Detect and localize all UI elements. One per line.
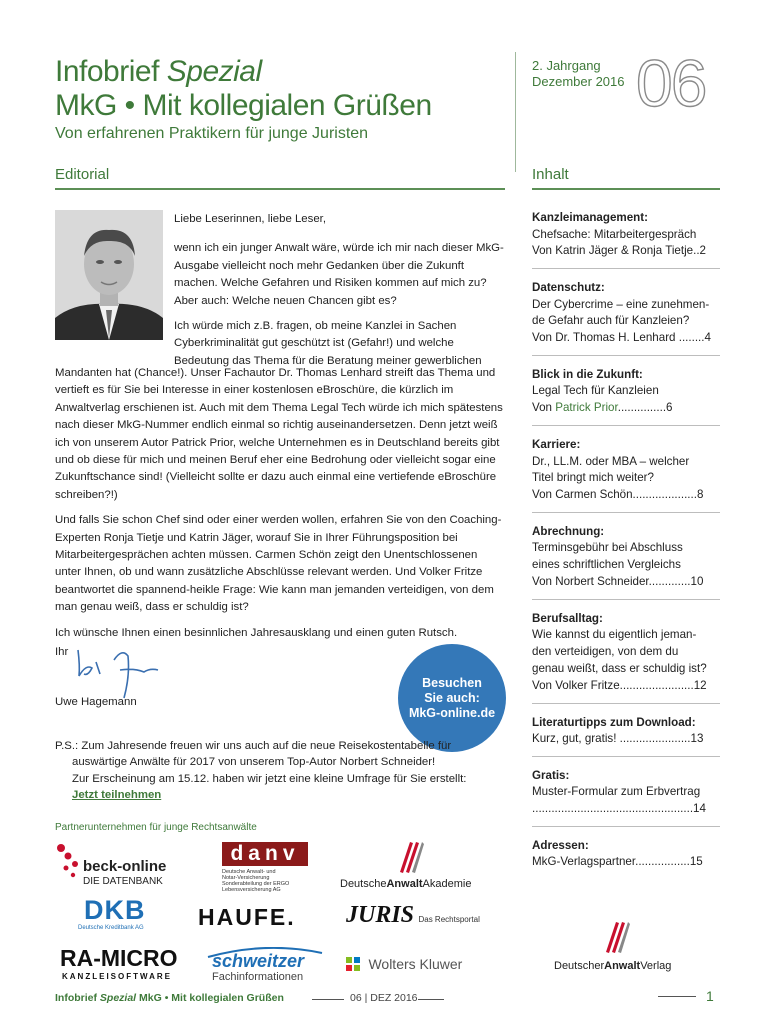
partners-label: Partnerunternehmen für junge Rechtsanwälte: [55, 822, 257, 833]
toc-line: den verteidigen, von dem du: [532, 645, 679, 659]
toc-item[interactable]: [532, 280, 720, 356]
footer-divider: [418, 999, 444, 1000]
toc-line: Von Norbert Schneider.............10: [532, 575, 704, 589]
toc-category: Berufsalltag:: [532, 611, 603, 625]
ra-micro-logo[interactable]: [60, 945, 178, 985]
closing-word: Ihr: [55, 646, 69, 658]
toc-line: Von Patrick Prior...............6: [532, 401, 673, 415]
beck-online-sub: DIE DATENBANK: [83, 876, 163, 887]
toc-item[interactable]: [532, 437, 720, 513]
toc-category: Kanzleimanagement:: [532, 211, 648, 224]
ra-micro-name: RA-MICRO: [60, 945, 178, 971]
toc-line: eines schriftlichen Vergleichs: [532, 558, 681, 572]
beck-online-logo[interactable]: [55, 842, 185, 892]
portrait-image: [55, 210, 163, 340]
toc-category: Blick in die Zukunft:: [532, 367, 643, 381]
danv-name: danv: [222, 842, 308, 866]
toc-line: Wie kannst du eigentlich jeman-: [532, 628, 697, 642]
footer-title: Infobrief Spezial MkG • Mit kollegialen Grüßen: [55, 992, 284, 1004]
toc-category: Karriere:: [532, 438, 581, 452]
page-number: 1: [706, 988, 714, 1004]
toc-heading: Inhalt: [532, 166, 569, 183]
beck-online-name: beck-online: [83, 858, 167, 875]
wolters-kluwer-icon: [344, 955, 364, 973]
survey-link[interactable]: Jetzt teilnehmen: [72, 789, 162, 802]
wolters-kluwer-logo[interactable]: [344, 955, 462, 973]
toc-rule: [532, 188, 720, 190]
toc-category: Abrechnung:: [532, 524, 605, 538]
toc-item[interactable]: [532, 210, 720, 269]
badge-url: MkG-online.de: [408, 705, 496, 720]
dkb-name: DKB: [84, 895, 146, 925]
juris-name: JURIS: [346, 902, 415, 928]
schweitzer-logo[interactable]: [206, 945, 326, 985]
editorial-text-main: [55, 365, 505, 650]
toc-line: Dr., LL.M. oder MBA – welcher: [532, 454, 690, 468]
deutscher-anwaltverlag-logo[interactable]: [540, 918, 710, 974]
editorial-paragraph: Und falls Sie schon Chef sind oder einer werden wollen, erfahren Sie von den Coaching-Experten Ronja Tietje und Katrin Jäger, worauf Sie in Ihrer Führungsposition bei Mitarbeitergesprächen achten müssen. Carmen Schön zeigt den Unentschlossenen unter Ihnen, ob und wann zusätzliche Abschlüsse relevant werden. Und Volker Fritze beantwortet die spannend-heikle Frage: Wie kann man jemanden verteidigen, von dem man genau weiß, dass er schuldig ist?: [55, 514, 502, 614]
footer-divider: [312, 999, 344, 1000]
toc-line: Chefsache: Mitarbeitergespräch: [532, 227, 697, 241]
dkb-logo[interactable]: [78, 895, 168, 935]
daa-stripes-icon: [396, 838, 424, 874]
author-photo: [55, 210, 163, 340]
dav-name: DeutscherAnwaltVerlag: [554, 960, 672, 972]
editorial-heading: Editorial: [55, 166, 110, 183]
juris-sub: Das Rechtsportal: [418, 915, 480, 924]
toc-line: Titel bringt mich weiter?: [532, 471, 654, 485]
toc-line: Von Dr. Thomas H. Lenhard ........4: [532, 331, 711, 345]
newsletter-title-line2: MkG • Mit kollegialen Grüßen: [55, 89, 432, 122]
toc-category: Adressen:: [532, 838, 589, 852]
beck-dots-icon: [55, 842, 81, 882]
footer-issue: 06 | DEZ 2016: [350, 992, 418, 1004]
toc-category: Datenschutz:: [532, 281, 605, 295]
editorial-paragraph: Ich wünsche Ihnen einen besinnlichen Jahresausklang und einen guten Rutsch.: [55, 626, 458, 639]
table-of-contents: [532, 210, 720, 890]
toc-item[interactable]: [532, 611, 720, 704]
issue-year: 2. Jahrgang: [532, 58, 601, 73]
newsletter-title: Infobrief Spezial: [55, 55, 262, 88]
toc-line: MkG-Verlagspartner.................15: [532, 855, 703, 869]
schweitzer-name: schweitzer: [212, 951, 305, 971]
ps-line: auswärtige Anwälte für 2017 von unserem Top-Autor Norbert Schneider!: [72, 756, 436, 769]
toc-line: ..................................................14: [532, 802, 706, 816]
danv-subtitle: Deutsche Anwalt- und Notar-Versicherung Sonderabteilung der ERGO Lebensversicherung AG: [222, 869, 290, 893]
toc-item[interactable]: [532, 838, 720, 879]
toc-item[interactable]: [532, 768, 720, 827]
editorial-paragraph: wenn ich ein junger Anwalt wäre, würde ich mir nach dieser MkG-Ausgabe vielleicht noch mehr Gedanken über die Zukunft machen. Welche Gefahren und Risiken kommen auf mich zu? Aber auch: Welche neuen Chancen gibt es?: [174, 242, 504, 307]
editorial-greeting: Liebe Leserinnen, liebe Leser,: [174, 213, 326, 225]
issue-date: Dezember 2016: [532, 74, 625, 89]
editorial-text-top: [174, 211, 504, 370]
toc-line: Von Katrin Jäger & Ronja Tietje..2: [532, 244, 707, 258]
dav-stripes-icon: [602, 918, 630, 954]
postscript: [55, 738, 495, 804]
toc-line: Der Cybercrime – eine zunehmen-: [532, 297, 710, 311]
toc-line: Legal Tech für Kanzleien: [532, 384, 659, 398]
editorial-rule: [55, 188, 505, 190]
toc-item[interactable]: [532, 367, 720, 426]
toc-line: Muster-Formular zum Erbvertrag: [532, 785, 701, 799]
juris-logo[interactable]: [346, 902, 480, 929]
toc-line: Von Volker Fritze.......................12: [532, 678, 707, 692]
toc-line: genau weißt, dass er schuldig ist?: [532, 661, 707, 675]
website-badge[interactable]: [398, 644, 506, 752]
issue-number: 06: [636, 46, 706, 120]
toc-line: Kurz, gut, gratis! ......................13: [532, 732, 704, 746]
editorial-paragraph: Ich würde mich z.B. fragen, ob meine Kanzlei in Sachen Cyberkriminalität gut geschützt ist (Gefahr!) und welche Bedeutung das Thema für die Beratung meiner gewerblichen: [174, 320, 482, 367]
dkb-sub: Deutsche Kreditbank AG: [78, 925, 144, 931]
toc-line: Terminsgebühr bei Abschluss: [532, 541, 683, 555]
danv-logo[interactable]: [222, 842, 312, 892]
footer-divider: [658, 996, 696, 997]
header-divider: [515, 52, 516, 172]
schweitzer-sub: Fachinformationen: [212, 971, 304, 983]
ra-micro-sub: KANZLEISOFTWARE: [62, 972, 172, 981]
ps-line: P.S.: Zum Jahresende freuen wir uns auch auf die neue Reisekostentabelle für: [55, 740, 452, 752]
toc-line: de Gefahr auch für Kanzleien?: [532, 314, 690, 328]
haufe-logo[interactable]: HAUFE.: [198, 904, 296, 930]
wolters-kluwer-name: Wolters Kluwer: [368, 956, 463, 972]
deutsche-anwalt-akademie-logo[interactable]: [340, 838, 490, 894]
toc-category: Literaturtipps zum Download:: [532, 715, 696, 729]
toc-item[interactable]: [532, 524, 720, 600]
signature-name: Uwe Hagemann: [55, 696, 137, 708]
toc-line: Von Carmen Schön....................8: [532, 488, 704, 502]
ps-line: Zur Erscheinung am 15.12. haben wir jetzt eine kleine Umfrage für Sie erstellt:: [72, 772, 467, 785]
toc-category: Gratis:: [532, 768, 570, 782]
badge-line: Besuchen: [422, 675, 482, 690]
newsletter-subtitle: Von erfahrenen Praktikern für junge Juristen: [55, 125, 369, 142]
daa-name: DeutscheAnwaltAkademie: [340, 878, 472, 890]
editorial-paragraph: Mandanten hat (Chance!). Unser Fachautor Dr. Thomas Lenhard streift das Thema und vertieft es für Sie bei Interesse in einer kostenlosen eBroschüre, die kürzlich im Anwaltverlag erschienen ist. Auch mit dem Thema Legal Tech würde ich mich spätestens nach dieser MkG-Nummer endlich einmal so richtig auseinandersetzen. Denn jetzt weiß ich von unserem Autor Patrick Prior, welche Unternehmen es in Deutschland bereits gibt und ob diese für mich und meinen Beruf eher eine Bedrohung oder vielleicht sogar eine Zukunftschance sind! (Vielleicht sollte er dazu auch einmal eine vertiefende eBroschüre schreiben?!): [55, 367, 503, 501]
badge-line: Sie auch:: [424, 690, 480, 705]
toc-item[interactable]: [532, 715, 720, 757]
